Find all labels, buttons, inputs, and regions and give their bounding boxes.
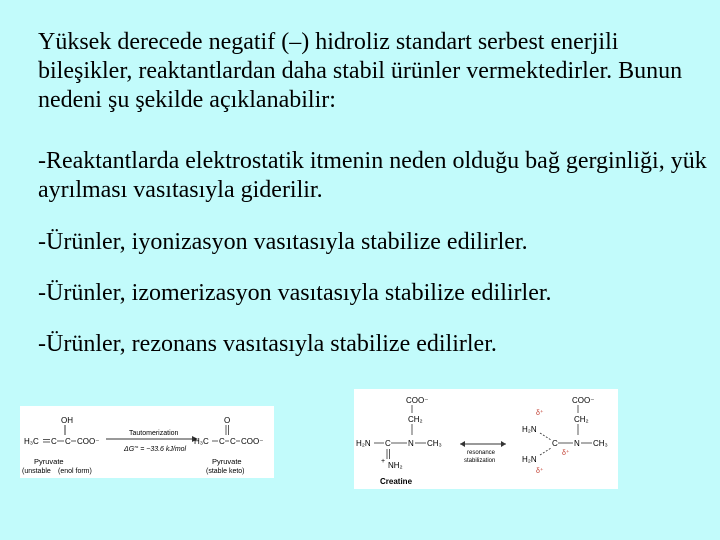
right-c: C bbox=[552, 439, 558, 448]
right-bottom-partial-bond bbox=[540, 448, 551, 455]
point-ionization: -Ürünler, iyonizasyon vasıtasıyla stabilize edilirler. bbox=[38, 229, 528, 255]
right-coo: COO⁻ bbox=[572, 396, 595, 405]
left-coo: COO⁻ bbox=[77, 437, 100, 446]
delta-plus-bottom: δ⁺ bbox=[536, 468, 544, 475]
resonance-arrowhead-left bbox=[460, 441, 465, 447]
right-top-partial-bond bbox=[540, 433, 551, 440]
right-molecule-note: (stable keto) bbox=[206, 468, 245, 475]
point-isomerization: -Ürünler, izomerizasyon vasıtasıyla stabilize edilirler. bbox=[38, 280, 552, 306]
tautomerization-figure bbox=[20, 406, 274, 478]
right-c2: C bbox=[230, 437, 236, 446]
left-c: C bbox=[385, 439, 391, 448]
resonance-label: resonance bbox=[467, 450, 496, 456]
right-molecule-name: Pyruvate bbox=[212, 457, 242, 466]
point-bond-strain: -Reaktantlarda elektrostatik itmenin neden olduğu bağ gerginliği, yük ayrılması vasıtasıyla giderilir. bbox=[38, 148, 707, 203]
left-nh2: NH₂ bbox=[388, 461, 403, 470]
right-h3c: H₃C bbox=[194, 437, 209, 446]
right-c1: C bbox=[219, 437, 225, 446]
left-plus: + bbox=[381, 458, 386, 465]
left-h3c: H₃C bbox=[24, 437, 39, 446]
creatine-resonance-figure bbox=[354, 389, 618, 489]
left-ch2: CH₂ bbox=[408, 415, 423, 424]
right-h2n-bottom: H₂N bbox=[522, 455, 537, 464]
right-ch2: CH₂ bbox=[574, 415, 589, 424]
delta-g-label: ΔG′° = −33.6 kJ/mol bbox=[124, 446, 187, 453]
delta-plus-top: δ⁺ bbox=[536, 410, 544, 417]
resonance-arrowhead-right bbox=[501, 441, 506, 447]
tautomerization-label: Tautomerization bbox=[129, 430, 179, 437]
left-c2: C bbox=[65, 437, 71, 446]
left-molecule-note-a: (unstable bbox=[22, 468, 51, 475]
left-c1: C bbox=[51, 437, 57, 446]
intro-paragraph: Yüksek derecede negatif (–) hidroliz standart serbest enerjili bileşikler, reaktantlardan daha stabil ürünler vermektedirler. Bunun nedeni şu şekilde açıklanabilir: bbox=[38, 29, 683, 113]
left-molecule-name: Pyruvate bbox=[34, 457, 64, 466]
creatine-name: Creatine bbox=[380, 477, 413, 486]
stabilization-label: stabilization bbox=[464, 458, 496, 464]
delta-plus-mid: δ⁺ bbox=[562, 450, 570, 457]
point-resonance: -Ürünler, rezonans vasıtasıyla stabilize edilirler. bbox=[38, 331, 497, 357]
left-molecule-note-b: (enol form) bbox=[58, 468, 92, 475]
hydroxyl-label: OH bbox=[61, 416, 73, 425]
right-h2n-top: H₂N bbox=[522, 425, 537, 434]
left-n: N bbox=[408, 439, 414, 448]
tautomerization-diagram bbox=[20, 406, 274, 478]
right-coo: COO⁻ bbox=[241, 437, 264, 446]
left-ch3: CH₃ bbox=[427, 439, 442, 448]
left-h2n: H₂N bbox=[356, 439, 371, 448]
left-coo: COO⁻ bbox=[406, 396, 429, 405]
keto-oxygen: O bbox=[224, 416, 231, 425]
right-n: N bbox=[574, 439, 580, 448]
creatine-resonance-diagram bbox=[354, 389, 618, 489]
right-ch3: CH₃ bbox=[593, 439, 608, 448]
